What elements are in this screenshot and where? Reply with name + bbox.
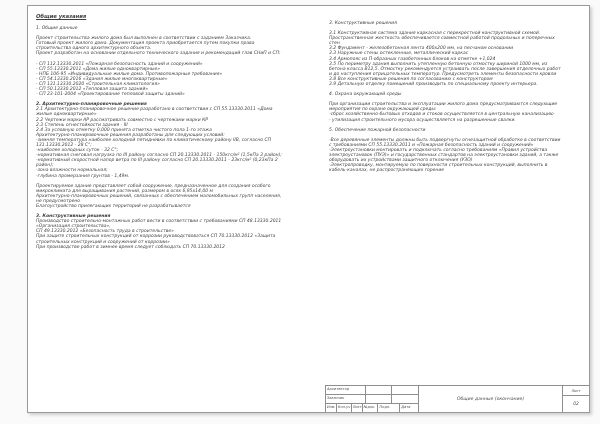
client-signature-cell [366,395,393,403]
text-line: Архитектурно-планировочных решений, связанных с обеспечением маломобильных групп населения, не предусмотрено [36,193,282,204]
text-line: -нормативная снеговая нагрузка по III району согласно СП 20.13330.2011 - 150кгс/м² (1,5кПа 3 район); [36,153,282,159]
section-3-items [329,31,563,87]
text-line: 3.9 Детальную отделку помещений производить по специальному проекту интерьера. [329,82,538,88]
normative-codes-list [36,62,288,98]
right-column [329,21,563,178]
section-5-heading: 5. Обеспечение пожарной безопасности [329,127,426,133]
client-label: Заказчик [326,395,366,403]
section-2-items [36,107,288,178]
text-line: Производство строительно-монтажных работ вести в соответствии с требованиями СП 48.13330.2011 «Организация строительства», [36,219,282,230]
title-block-row-client [326,395,418,404]
text-line: Благоустройство прилегающих территорий не разрабатывается [36,204,191,209]
text-line: -Электроустановки монтировать и подключать согласно требованиям «Правил устройства электроустановок (ПУЭ)» и государственных стандартов на электроустановки зданий, а также оборудовать их устройствами защитного отключения (УЗО) [329,147,559,164]
text-line: -глубина промерзания грунтов - 1,49м. [36,173,130,179]
text-line: 3.8 Все конструктивные решения по согласованию с конструктором [329,76,493,82]
text-line: 2.3 Степень огнестойкости здания - III [36,122,128,128]
code-list-item: - СП 54.13330.2016 «Здания жилые многоквартирные» [36,76,168,82]
text-line: При организации строительства и эксплуатации жилого дома предусматриваются следующие мероприятия по охране окружающей среды: [329,102,558,113]
section-1-paragraph [36,36,288,56]
text-line: 3.2 Фундамент - железобетонная лента 400х200 мм, на песчаном основании [329,46,514,52]
text-line: -Все деревянные элементы должны быть подвергнуты огнезащитной обработке в соответствии с требованиями СП 55.13330.2011 и «Пожарная безопасность зданий и сооружений» [329,137,561,148]
architect-label: Архитектор [326,386,366,394]
text-line: Проект строительства жилого дома был выполнен в соответствии с заданием Заказчика. [36,36,252,42]
revision-col-koluch: Кол.уч [337,404,352,412]
section-3-general-notes [36,219,288,250]
title-block [325,385,589,412]
architect-signature-cell [366,386,393,394]
code-list-item: - СП 50.13330.2012 «Тепловая защита зданий» [36,87,149,93]
sheet-number-cell [563,386,589,412]
title-block-row-revision [326,404,418,412]
section-5-items [329,138,563,174]
title-block-row-architect [326,386,418,395]
text-line: -зимняя температура наиболее холодной пятидневки по климатическому району IIВ, согласно СП 131.13330.2012 - 28 С°; [36,137,271,148]
text-line: Пространственная жесткость обеспечивается совместной работой продольных и поперечных стен [329,36,555,47]
revision-col-podp: Подп. [378,404,400,412]
section-2-building-paragraph [36,184,288,209]
text-line: 3.1 Конструктивная система здания каркасная с перекрестной конструктивной схемой. [329,31,541,37]
client-date-cell [392,395,418,403]
code-list-item: - СП 131.13330.2020 «Строительная климатология» [36,81,160,87]
left-column [36,15,288,255]
sheet-label: Лист [563,386,589,396]
drawing-sheet [27,5,590,413]
text-line: - утилизация строительного мусора осуществляется на разрешенные свалки. [329,117,516,123]
text-line: 2.2 Чертежи марки АР рассматривать совместно с чертежами марки КР [36,117,209,123]
section-3-heading-right: 3. Конструктивные решения [329,21,397,26]
text-line: СП 49.13330.2012 «Безопасность труда в строительстве» [36,229,174,235]
code-list-item: - НПБ 106-95 «Индивидуальные жилые дома. Противопожарные требования» [36,71,223,77]
revision-col-data: Дата [401,405,411,410]
revision-col-list: Лист [352,404,363,412]
text-line: -Электропроводку, монтируемую по поверхности строительных конструкций, выполнить в кабель-каналах, не распространяющих горение [329,163,548,174]
section-2-heading: 2. Архитектурно-планировочные решения [36,102,147,108]
text-line: 3.5 По периметру здания выполнить утепленную бетонную отмостку шириной 1000 мм, из бетона класса В12,5. Отмостку рекомендуется устраивать после завершения отделочных работ и до наступления отрицательных температур. Предусмотреть элементы безопасности кровли [329,61,561,77]
text-line: При защите строительных конструкций от коррозии руководствоваться СП 70.13330.2012 «Защита строительных конструкций и сооружений от коррозии» [36,234,276,245]
text-line: Проект разработан на основании отдельного технического задания и рекомендаций глав СНиП и СП: [36,51,281,57]
code-list-item: - СП 112.13330.2011 «Пожарная безопасность зданий и сооружений» [36,61,203,67]
section-3-heading-left: 3. Конструктивные решения [36,214,111,220]
section-1-heading: 1. Общие данные [36,26,78,32]
revision-col-dok: №док. [363,404,379,412]
text-line: 3.4 Армопояс из П-образных газобетонных блоков на отметке +1,024 [329,56,496,62]
code-list-item: - СП 23-101-2004 «Проектирование тепловой защиты зданий» [36,92,185,98]
text-line: 2.4 За условную отметку 0,000 принята отметка чистого пола 1-го этажа [36,127,212,133]
text-line: -нормативный скоростной напор ветра по III району согласно СП 20.13330.2011 - 23кгс/м² (0,23кПа 2 район); [36,158,278,169]
section-4-heading: 4. Охрана окружающей среды [329,92,402,98]
architect-date-cell [392,386,418,394]
text-line: 2.1 Архитектурно-планировочное решение разработано в соответствии с СП 55.13330.2011 «Дома жилые одноквартирные» [36,107,273,118]
page-title: Общие указания [36,14,87,20]
text-line: 3.3 Наружные стены остекленные, металлический каркас [329,51,469,57]
text-line: -сброс хозяйственно-бытовых отходов и стоков осуществляется в центральную канализацию [329,112,554,118]
sheet-number: 02 [573,401,579,407]
text-line: Готовый проект жилого дома. Документация проекта приобретается путем покупки права строительства одного архитектурного объекта. [36,41,255,52]
text-line: При производстве работ в зимнее время следует соблюдать СП 70.13330.2012 [36,244,225,250]
text-line: -наиболее холодных суток - 32 С°; [36,148,119,154]
section-4-items [329,102,563,122]
document-title-cell: Общие данные (окончание) [419,386,563,412]
text-line: Архитектурно-планировочные решения разработаны для следующих условий: [36,132,225,138]
code-list-item: - СП 55.13330.2011 «Дома жилые одноквартирные» [36,66,161,72]
title-block-signature-table [326,386,419,412]
revision-col-izm: Изм. [326,404,337,412]
text-line: -зона влажности нормальная; [36,168,108,174]
text-line: Проектируемое здание представляет собой сооружение, предназначенное для создания особого микроклимата для выращивания растений, размером в осях 6,95х14,00 м [36,183,271,194]
